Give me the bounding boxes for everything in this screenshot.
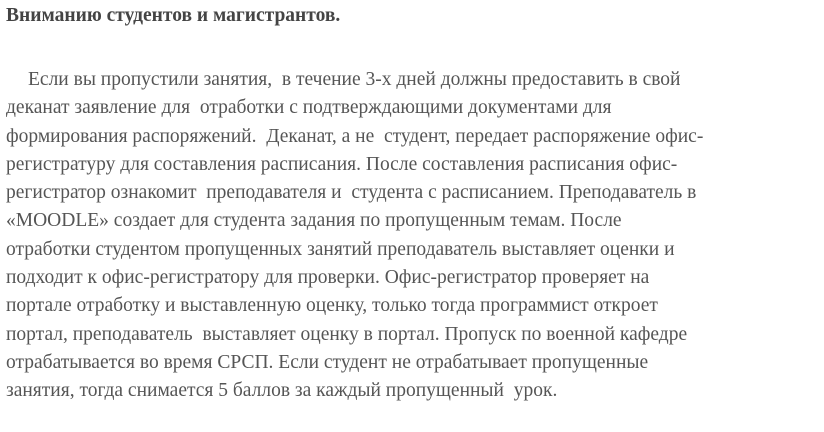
notice-line: портал, преподаватель выставляет оценку в портал. Пропуск по военной кафедре (6, 323, 688, 345)
notice-title: Вниманию студентов и магистрантов. (6, 5, 341, 26)
notice-line: деканат заявление для отработки с подтверждающими документами для (6, 97, 612, 119)
notice-body (6, 66, 822, 406)
notice-line: формирования распоряжений. Деканат, а не студент, передает распоряжение офис- (6, 125, 704, 147)
notice-line: подходит к офис-регистратору для проверки. Офис-регистратор проверяет на (6, 267, 650, 289)
notice-line: регистратуру для составления расписания. После составления расписания офис- (6, 153, 678, 175)
notice-line: занятия, тогда снимается 5 баллов за каждый пропущенный урок. (6, 380, 558, 402)
notice-line: «MOODLE» создает для студента задания по пропущенным темам. После (6, 210, 622, 232)
notice-line: Если вы пропустили занятия, в течение 3-х дней должны предоставить в свой (28, 69, 681, 90)
notice-line: регистратор ознакомит преподавателя и студента с расписанием. Преподаватель в (6, 182, 697, 204)
notice-line: отработки студентом пропущенных занятий преподаватель выставляет оценки и (6, 238, 675, 260)
notice-block (6, 4, 822, 406)
notice-line: портале отработку и выставленную оценку, только тогда программист откроет (6, 295, 658, 317)
notice-line: отрабатывается во время СРСП. Если студент не отрабатывает пропущенные (6, 351, 649, 373)
